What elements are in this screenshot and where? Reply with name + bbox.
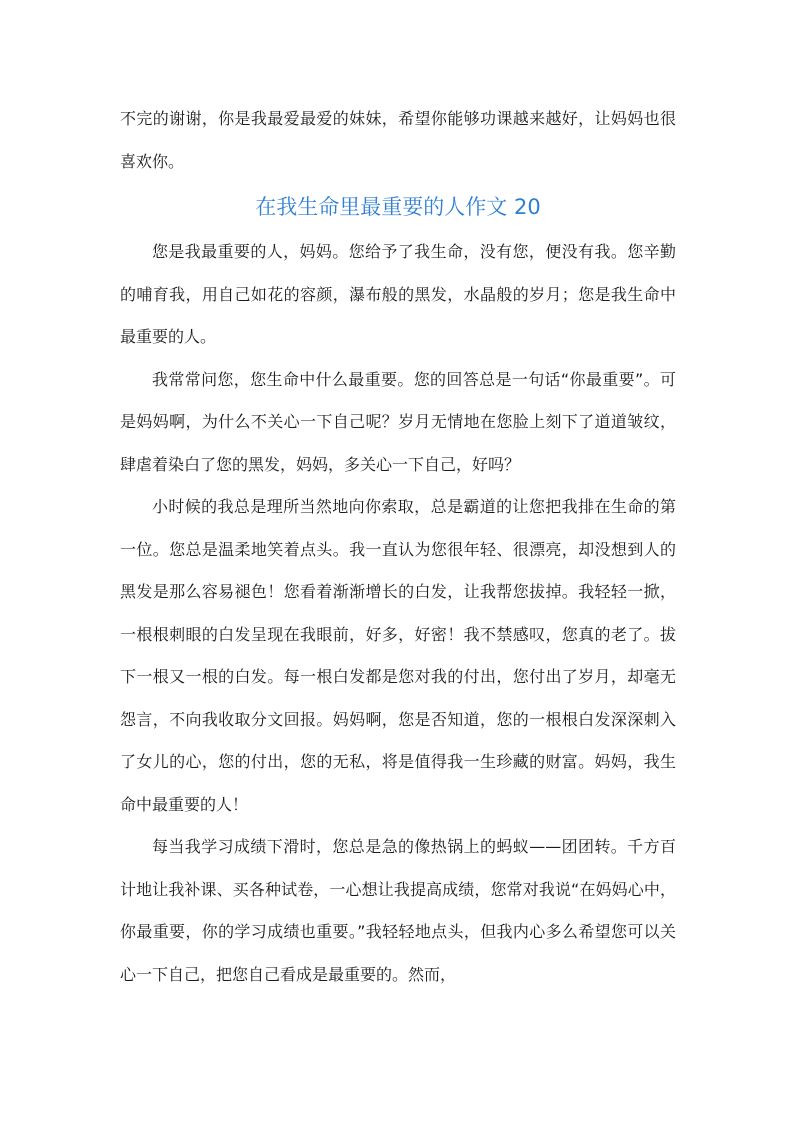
paragraph-3: 小时候的我总是理所当然地向你索取，总是霸道的让您把我排在生命的第一位。您总是温柔地笑着点头。我一直认为您很年轻、很漂亮，却没想到人的黑发是那么容易褪色！您看着渐渐增长的白发，让我帮您拔掉。我轻轻一掀，一根根刺眼的白发呈现在我眼前，好多，好密！我不禁感叹，您真的老了。拔下一根又一根的白发。每一根白发都是您对我的付出，您付出了岁月，却毫无怨言，不向我收取分文回报。妈妈啊，您是否知道，您的一根根白发深深刺入了女儿的心，您的付出，您的无私，将是值得我一生珍藏的财富。妈妈，我生命中最重要的人！ [120,497,676,814]
paragraph-1: 您是我最重要的人，妈妈。您给予了我生命，没有您，便没有我。您辛勤的哺育我，用自己如花的容颜，瀑布般的黑发，水晶般的岁月；您是我生命中最重要的人。 [120,242,676,346]
paragraph-4: 每当我学习成绩下滑时，您总是急的像热锅上的蚂蚁——团团转。千方百计地让我补课、买各种试卷，一心想让我提高成绩，您常对我说“在妈妈心中，你最重要，你的学习成绩也重要。”我轻轻地点头，但我内心多么希望您可以关心一下自己，把您自己看成是最重要的。然而， [120,837,676,984]
essay-title: 在我生命里最重要的人作文 20 [255,195,541,219]
paragraph-2: 我常常问您，您生命中什么最重要。您的回答总是一句话“你最重要”。可是妈妈啊，为什么不关心一下自己呢？岁月无情地在您脸上刻下了道道皱纹，肆虐着染白了您的黑发，妈妈，多关心一下自己，好吗？ [120,369,676,474]
document-page [120,98,676,996]
carryover-paragraph: 不完的谢谢，你是我最爱最爱的妹妹，希望你能够功课越来越好，让妈妈也很喜欢你。 [120,109,676,171]
